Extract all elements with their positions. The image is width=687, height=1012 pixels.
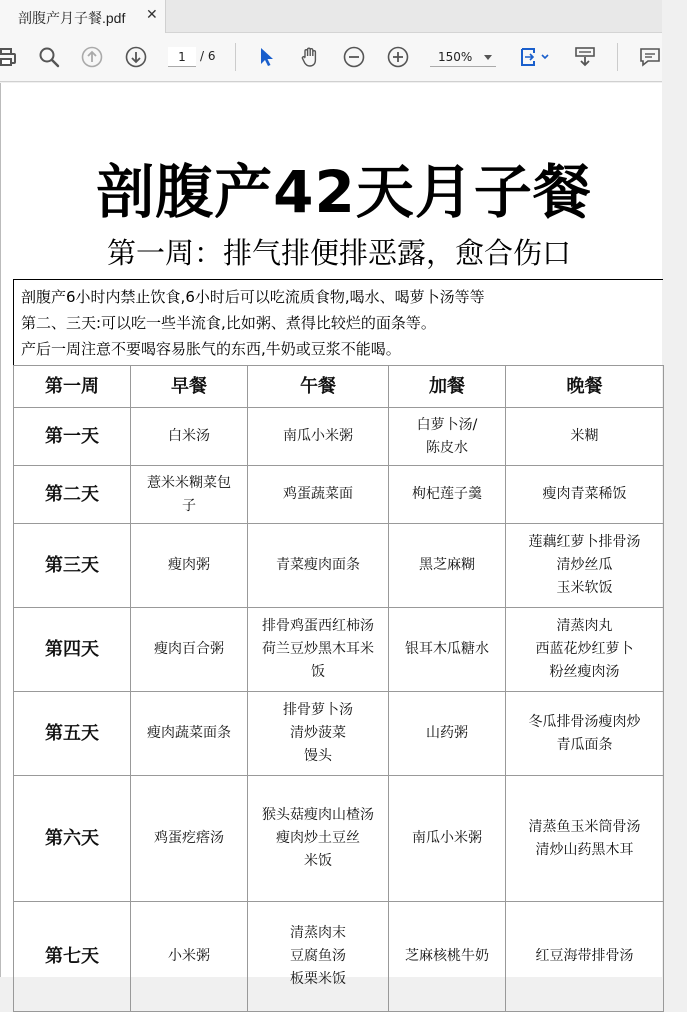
- meal-cell: [248, 692, 389, 776]
- table-row: [14, 608, 664, 692]
- meal-text: 白萝卜汤/ 陈皮水: [416, 416, 478, 456]
- meal-cell: [506, 692, 664, 776]
- meal-cell: [248, 408, 389, 466]
- meal-text: 排骨鸡蛋西红柿汤 荷兰豆炒黑木耳米 饭: [262, 618, 374, 680]
- meal-text: 瘦肉青菜稀饭: [542, 486, 627, 502]
- meal-cell: [248, 902, 389, 1012]
- comment-icon[interactable]: [638, 45, 662, 69]
- column-header: 早餐: [131, 366, 248, 408]
- zoom-select[interactable]: [430, 47, 496, 67]
- intro-line: 产后一周注意不要喝容易胀气的东西,牛奶或豆浆不能喝。: [21, 340, 401, 358]
- column-header: 晚餐: [506, 366, 664, 408]
- pdf-page: [0, 83, 662, 987]
- meal-cell: [248, 608, 389, 692]
- meal-text: 南瓜小米粥: [412, 830, 482, 846]
- close-tab-icon[interactable]: ✕: [146, 7, 158, 23]
- meal-cell: [506, 776, 664, 902]
- day-label: 第一天: [45, 426, 99, 447]
- meal-text: 猴头菇瘦肉山楂汤 瘦肉炒土豆丝 米饭: [262, 807, 374, 869]
- meal-text: 薏米米糊菜包 子: [147, 474, 231, 514]
- intro-line: 第二、三天:可以吃一些半流食,比如粥、煮得比较烂的面条等。: [21, 314, 436, 332]
- table-row: [14, 776, 664, 902]
- meal-text: 白米汤: [168, 428, 210, 444]
- hand-tool-icon[interactable]: [298, 45, 322, 69]
- meal-cell: [389, 776, 506, 902]
- meal-text: 排骨萝卜汤 清炒菠菜 馒头: [283, 702, 353, 764]
- meal-text: 清蒸肉丸 西蓝花炒红萝卜 粉丝瘦肉汤: [535, 618, 634, 680]
- column-header: 加餐: [389, 366, 506, 408]
- meal-text: 小米粥: [168, 948, 210, 964]
- meal-cell: [506, 408, 664, 466]
- table-header-row: [14, 366, 664, 408]
- tab-title: 剖腹产月子餐.pdf: [18, 10, 126, 26]
- meal-cell: [506, 902, 664, 1012]
- toolbar: [0, 33, 662, 82]
- day-label: 第三天: [45, 555, 99, 576]
- page-total: / 6: [200, 49, 216, 63]
- print-icon[interactable]: [0, 45, 18, 69]
- meal-cell: [506, 524, 664, 608]
- meal-text: 瘦肉蔬菜面条: [147, 725, 231, 741]
- meal-text: 红豆海带排骨汤: [535, 948, 634, 964]
- meal-text: 瘦肉百合粥: [154, 641, 224, 657]
- day-cell: [14, 776, 131, 902]
- column-header: 第一周: [14, 366, 131, 408]
- document-tab[interactable]: [0, 0, 166, 33]
- meal-cell: [131, 776, 248, 902]
- table-row: [14, 692, 664, 776]
- day-label: 第七天: [45, 946, 99, 967]
- meal-text: 清蒸鱼玉米筒骨汤 清炒山药黑木耳: [528, 818, 641, 858]
- meal-cell: [131, 466, 248, 524]
- meal-text: 枸杞莲子羹: [412, 486, 482, 502]
- meal-cell: [131, 608, 248, 692]
- column-header: 午餐: [248, 366, 389, 408]
- meal-text: 青菜瘦肉面条: [276, 557, 360, 573]
- day-cell: [14, 902, 131, 1012]
- meal-cell: [389, 608, 506, 692]
- toolbar-divider: [235, 43, 236, 71]
- day-cell: [14, 608, 131, 692]
- meal-text: 银耳木瓜糖水: [405, 641, 489, 657]
- table-row: [14, 408, 664, 466]
- toolbar-divider: [617, 43, 618, 71]
- meal-cell: [131, 902, 248, 1012]
- page-down-icon[interactable]: [124, 45, 148, 69]
- meal-text: 山药粥: [426, 725, 468, 741]
- table-row: [14, 902, 664, 1012]
- meal-cell: [506, 608, 664, 692]
- meal-cell: [248, 524, 389, 608]
- day-label: 第五天: [45, 723, 99, 744]
- day-cell: [14, 408, 131, 466]
- page-up-icon[interactable]: [80, 45, 104, 69]
- search-icon[interactable]: [37, 45, 61, 69]
- meal-text: 芝麻核桃牛奶: [405, 948, 489, 964]
- meal-cell: [248, 776, 389, 902]
- zoom-in-icon[interactable]: [386, 45, 410, 69]
- meal-cell: [506, 466, 664, 524]
- day-label: 第四天: [45, 639, 99, 660]
- day-label: 第二天: [45, 484, 99, 505]
- meal-text: 南瓜小米粥: [283, 428, 353, 444]
- fit-page-icon[interactable]: [518, 45, 552, 69]
- intro-box: [13, 279, 663, 365]
- zoom-value: 150%: [438, 50, 473, 64]
- meal-text: 冬瓜排骨汤瘦肉炒 青瓜面条: [528, 713, 641, 753]
- meal-cell: [389, 408, 506, 466]
- day-label: 第六天: [45, 828, 99, 849]
- meal-cell: [389, 466, 506, 524]
- meal-text: 米糊: [570, 428, 599, 444]
- meal-cell: [131, 692, 248, 776]
- zoom-out-icon[interactable]: [342, 45, 366, 69]
- meal-text: 鸡蛋蔬菜面: [283, 486, 353, 502]
- day-cell: [14, 524, 131, 608]
- meal-table: [13, 365, 664, 1012]
- meal-cell: [131, 408, 248, 466]
- meal-cell: [389, 692, 506, 776]
- page-number-input[interactable]: 1: [168, 47, 196, 67]
- meal-cell: [389, 902, 506, 1012]
- meal-text: 清蒸肉末 豆腐鱼汤 板栗米饭: [290, 925, 346, 987]
- table-row: [14, 466, 664, 524]
- select-cursor-icon[interactable]: [255, 45, 279, 69]
- intro-line: 剖腹产6小时内禁止饮食,6小时后可以吃流质食物,喝水、喝萝卜汤等等: [21, 288, 485, 306]
- document-subtitle: 第一周：排气排便排恶露，愈合伤口: [106, 236, 571, 270]
- meal-text: 黑芝麻糊: [419, 557, 475, 573]
- table-row: [14, 524, 664, 608]
- chevron-down-icon: [484, 55, 492, 60]
- meal-cell: [248, 466, 389, 524]
- tab-bar: [0, 0, 662, 33]
- day-cell: [14, 692, 131, 776]
- document-title: 剖腹产42天月子餐: [96, 158, 592, 226]
- scroll-mode-icon[interactable]: [573, 45, 597, 69]
- meal-text: 鸡蛋疙瘩汤: [154, 830, 224, 846]
- meal-text: 莲藕红萝卜排骨汤 清炒丝瓜 玉米软饭: [528, 534, 641, 596]
- meal-cell: [389, 524, 506, 608]
- meal-text: 瘦肉粥: [168, 557, 210, 573]
- day-cell: [14, 466, 131, 524]
- meal-cell: [131, 524, 248, 608]
